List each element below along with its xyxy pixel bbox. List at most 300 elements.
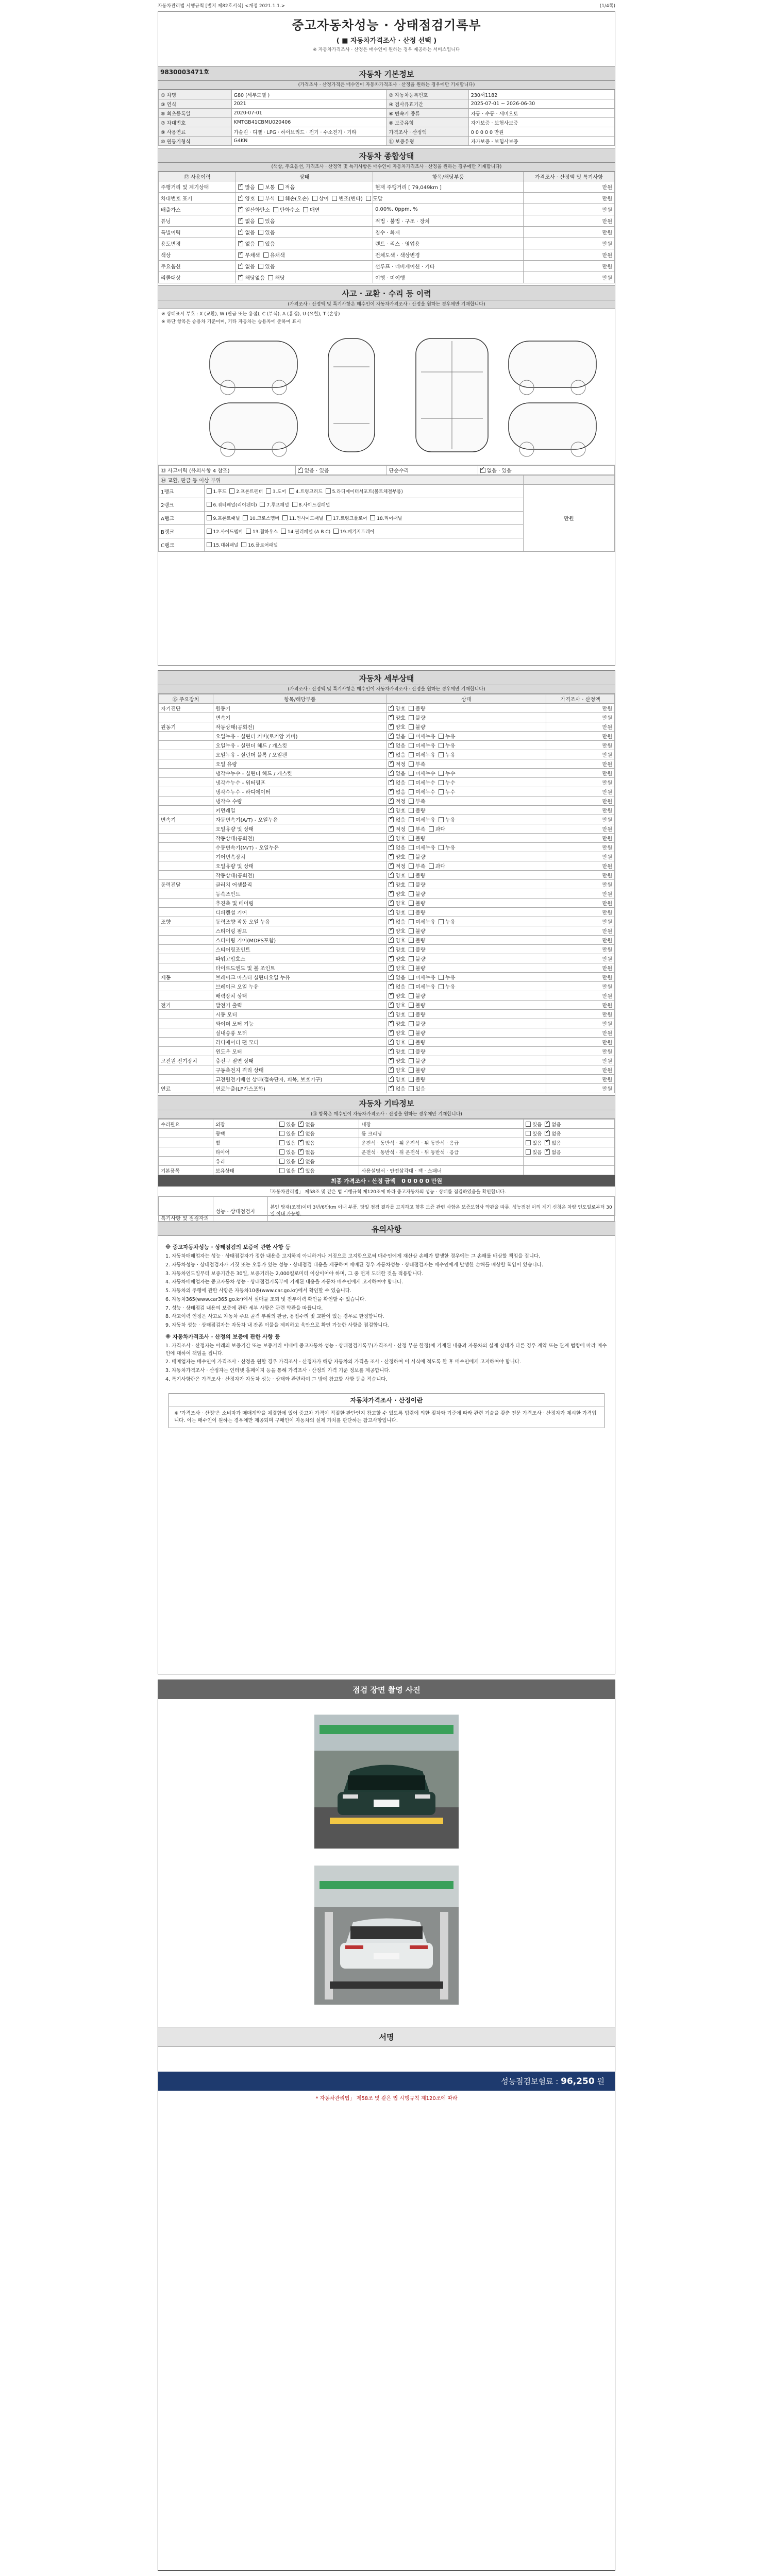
checkbox-label: 16.플로어패널 xyxy=(248,543,278,548)
detail-device xyxy=(159,769,213,778)
overall-status-options xyxy=(236,227,373,238)
basic-info-value: 0 0 0 0 0 만원 xyxy=(468,127,614,137)
checkbox-icon xyxy=(389,901,394,906)
form-header-line xyxy=(158,2,615,8)
detail-status-options xyxy=(386,750,546,759)
checkbox-label: 미세누유 xyxy=(415,734,435,740)
checkbox-label: 미세누유 xyxy=(415,753,435,758)
checkbox-label: 양호 xyxy=(395,725,406,731)
outer-panel-rank: A랭크 xyxy=(159,512,205,525)
checkbox-label: 있음 xyxy=(415,1087,426,1092)
other-info-row xyxy=(159,1120,615,1129)
detail-status-options xyxy=(386,759,546,769)
checkbox-icon xyxy=(409,928,414,934)
checkbox-label: 9.프론트패널 xyxy=(213,516,240,521)
checkbox-icon xyxy=(263,252,268,258)
special-notes-label: 특기사항 및 점검자의 xyxy=(159,1197,213,1246)
checkbox-icon xyxy=(389,771,394,776)
detail-status-options xyxy=(386,769,546,778)
checkbox-label: 양호 xyxy=(395,994,406,999)
checkbox-label: 양호 xyxy=(395,1012,406,1018)
checkbox-label: 양호 xyxy=(395,1049,406,1055)
overall-item-price: 만원 xyxy=(523,193,614,204)
note-item: 9. 자동차 성능 · 상태점검자는 자동차 내 잔존 이물을 제외하고 육안으로 확인 가능한 사항을 점검합니다. xyxy=(165,1323,389,1329)
detail-status-row xyxy=(159,732,615,741)
detail-device: 조향 xyxy=(159,917,213,926)
checkbox-icon xyxy=(409,752,414,757)
detail-device xyxy=(159,963,213,973)
checkbox-label: 없음 xyxy=(245,264,255,270)
detail-part: 자동변속기(A/T) - 오일누유 xyxy=(213,815,386,824)
detail-part: 냉각수 수량 xyxy=(213,796,386,806)
checkbox-icon xyxy=(409,826,414,832)
outer-panel-parts xyxy=(204,498,524,512)
checkbox-label: 적정 xyxy=(395,762,406,768)
checkbox-icon xyxy=(545,1149,550,1155)
detail-status-options xyxy=(386,908,546,917)
checkbox-label: 양호 xyxy=(395,966,406,972)
note-item: 5. 자동차의 주행에 관한 사항은 자동차10종(www.car.go.kr)에서 확인할 수 있습니다. xyxy=(165,1288,352,1294)
detail-device xyxy=(159,778,213,787)
detail-part: 커먼레일 xyxy=(213,806,386,815)
detail-price: 만원 xyxy=(546,787,615,796)
note-item: 6. 자동차365(www.car365.go.kr)에서 실매물 조회 및 전부이력 확인을 확인할 수 있습니다. xyxy=(165,1296,366,1302)
checkbox-label: 누유 xyxy=(445,985,456,990)
detail-price: 만원 xyxy=(546,973,615,982)
checkbox-label: 불량 xyxy=(415,947,426,953)
detail-device xyxy=(159,843,213,852)
other-info-cell xyxy=(159,1138,213,1147)
detail-price: 만원 xyxy=(546,908,615,917)
checkbox-label: 불량 xyxy=(415,938,426,944)
checkbox-label: 13.휠하우스 xyxy=(253,530,278,535)
detail-device: 원동기 xyxy=(159,722,213,732)
detail-head-item: 항목/해당부품 xyxy=(213,694,386,704)
other-status-options xyxy=(277,1120,359,1129)
checkbox-label: 누유 xyxy=(445,818,456,823)
checkbox-icon xyxy=(389,975,394,980)
detail-price: 만원 xyxy=(546,963,615,973)
checkbox-icon xyxy=(389,715,394,720)
price-survey-notice xyxy=(169,1393,604,1429)
notes-body xyxy=(158,1236,615,1389)
checkbox-icon xyxy=(279,1122,284,1127)
detail-part: 변속기 xyxy=(213,713,386,722)
checkbox-icon xyxy=(409,1077,414,1082)
detail-part: 오일 유량 xyxy=(213,759,386,769)
checkbox-label: 불량 xyxy=(415,910,426,916)
detail-status-options xyxy=(386,1084,546,1093)
checkbox-icon xyxy=(409,724,414,730)
detail-price: 만원 xyxy=(546,1001,615,1010)
inspection-photos-title: 점검 장면 촬영 사진 xyxy=(158,1680,615,1699)
detail-device xyxy=(159,871,213,880)
overall-status-row xyxy=(159,181,615,193)
detail-status-options xyxy=(386,741,546,750)
checkbox-label: 11.인사이드패널 xyxy=(289,516,324,521)
checkbox-label: 부족 xyxy=(415,799,426,805)
detail-part: 파워고압호스 xyxy=(213,954,386,963)
detail-status-row xyxy=(159,926,615,936)
checkbox-icon xyxy=(389,761,394,767)
checkbox-icon xyxy=(439,743,444,748)
detail-part: 구동축전지 격리 상태 xyxy=(213,1065,386,1075)
footer-note: * 자동차관리법」 제58조 및 같은 법 시행규칙 제120조에 따라 xyxy=(315,2096,458,2102)
final-price-label: 최종 가격조사 · 산정 금액 xyxy=(331,1178,396,1184)
basic-info-title: 자동차 기본정보 xyxy=(158,66,615,81)
outer-panel-parts xyxy=(204,485,524,498)
checkbox-label: 미세누유 xyxy=(415,920,435,925)
checkbox-label: 없음 xyxy=(395,975,406,981)
checkbox-label: 적음 xyxy=(284,185,295,191)
checkbox-icon xyxy=(282,515,288,520)
checkbox-label: 보통 xyxy=(265,185,275,191)
checkbox-icon xyxy=(389,706,394,711)
detail-price: 만원 xyxy=(546,722,615,732)
overall-status-options xyxy=(236,272,373,283)
overall-item-label: 차대번호 표기 xyxy=(159,193,236,204)
checkbox-label: 있음 xyxy=(532,1149,542,1156)
overall-status-row xyxy=(159,193,615,204)
outer-panel-head: ⑭ 교환, 판금 등 이상 부위 xyxy=(159,476,524,485)
checkbox-icon xyxy=(279,1168,284,1173)
checkbox-label: 없음 xyxy=(245,219,255,225)
checkbox-icon xyxy=(326,488,331,494)
other-info-cell: 룸 크리닝 xyxy=(359,1129,524,1138)
checkbox-icon xyxy=(409,993,414,998)
accident-status: ✓ 없음 · 있음 xyxy=(295,466,386,475)
checkbox-label: 누수 xyxy=(445,781,456,786)
detail-price: 만원 xyxy=(546,713,615,722)
checkbox-icon xyxy=(409,863,414,869)
checkbox-label: 도말 xyxy=(373,196,383,202)
checkbox-label: 미세누유 xyxy=(415,985,435,990)
checkbox-icon xyxy=(266,488,271,494)
detail-part: 기어변속장치 xyxy=(213,852,386,861)
other-info-cell xyxy=(523,1157,614,1166)
checkbox-label: 미세누수 xyxy=(415,771,435,777)
detail-device xyxy=(159,945,213,954)
checkbox-label: 매연 xyxy=(310,208,320,213)
detail-status-options xyxy=(386,787,546,796)
page-3 xyxy=(158,1221,615,1674)
checkbox-label: 불량 xyxy=(415,966,426,972)
inspection-photo-front xyxy=(314,1715,459,1850)
checkbox-icon xyxy=(238,184,243,190)
overall-item-detail: 선루프 · 네비게이션 · 기타 xyxy=(373,261,523,272)
insurance-price-unit: 원 xyxy=(597,2077,604,2086)
checkbox-label: 과다 xyxy=(435,864,446,870)
checkbox-label: 훼손(오손) xyxy=(284,196,309,202)
detail-status-row xyxy=(159,1084,615,1093)
checkbox-label: 불량 xyxy=(415,855,426,860)
checkbox-label: 없음 xyxy=(395,920,406,925)
accident-legend-2: ※ 하단 항목은 승용차 기준이며, 기타 자동차는 승용차에 준하여 표시 xyxy=(161,319,301,325)
checkbox-label: 불량 xyxy=(415,1077,426,1083)
checkbox-label: 불량 xyxy=(415,706,426,712)
checkbox-icon xyxy=(298,468,303,473)
checkbox-label: 있음 xyxy=(532,1131,542,1137)
overall-status-row xyxy=(159,215,615,227)
detail-part: 수동변속기(M/T) - 오일누유 xyxy=(213,843,386,852)
overall-status-options xyxy=(236,215,373,227)
detail-status-row xyxy=(159,713,615,722)
other-info-table xyxy=(158,1119,615,1175)
checkbox-icon xyxy=(238,252,243,258)
checkbox-label: 양호 xyxy=(395,957,406,962)
checkbox-label: 적정 xyxy=(395,827,406,833)
checkbox-icon xyxy=(429,863,434,869)
checkbox-label: 양호 xyxy=(245,196,255,202)
detail-part: 오일누유 - 실린더 헤드 / 개스킷 xyxy=(213,741,386,750)
detail-status-options xyxy=(386,843,546,852)
detail-part: 브레이크 오일 누유 xyxy=(213,982,386,991)
checkbox-label: 없음 xyxy=(395,743,406,749)
checkbox-label: 불량 xyxy=(415,1040,426,1046)
checkbox-icon xyxy=(409,1030,414,1036)
detail-status-row xyxy=(159,750,615,759)
overall-item-price: 만원 xyxy=(523,181,614,193)
checkbox-icon xyxy=(229,488,234,494)
checkbox-icon xyxy=(238,218,243,224)
checkbox-label: 불량 xyxy=(415,1012,426,1018)
basic-info-value: G80 (세부모델 ) xyxy=(231,90,386,99)
other-status-options xyxy=(277,1157,359,1166)
other-info-row xyxy=(159,1138,615,1147)
other-info-cell xyxy=(523,1166,614,1175)
other-status-options xyxy=(523,1138,614,1147)
checkbox-label: 양호 xyxy=(395,929,406,935)
checkbox-label: 탄화수소 xyxy=(280,208,300,213)
notice-body: ※ '가격조사 · 산정'은 소비자가 매매계약을 체결함에 있어 중고차 가격이 적절한 판단인지 참고할 수 있도록 법령에 의한 절차와 기준에 따라 관련 기술을 갖춘 전문 가격조사 · 산정자가 제시한 가격입니다. 이는 매수인이 원하는 경우에만 제공되며 구매인이 자동차의 실제 가치를 판단하는 참고사항입니다. xyxy=(174,1410,597,1423)
checkbox-icon xyxy=(409,706,414,711)
checkbox-label: 과다 xyxy=(435,827,446,833)
basic-info-label: ④ 검사유효기간 xyxy=(386,99,468,109)
outer-panel-price-head xyxy=(524,476,615,485)
checkbox-label: 불량 xyxy=(415,808,426,814)
checkbox-icon xyxy=(366,196,371,201)
detail-status-row xyxy=(159,722,615,732)
detail-part: 고전원전기배선 상태(접속단자, 피복, 보호기구) xyxy=(213,1075,386,1084)
checkbox-label: 8.사이드실패널 xyxy=(298,503,330,508)
detail-status-options xyxy=(386,815,546,824)
checkbox-label: 있음 xyxy=(265,219,275,225)
checkbox-icon xyxy=(389,965,394,971)
detail-price: 만원 xyxy=(546,917,615,926)
checkbox-icon xyxy=(389,845,394,850)
notes-heading-1: ※ 중고자동차성능 · 상태점검의 보증에 관한 사항 등 xyxy=(165,1244,291,1250)
checkbox-icon xyxy=(389,1003,394,1008)
basic-info-label: ⑧ 보증유형 xyxy=(386,118,468,127)
detail-status-row xyxy=(159,880,615,889)
detail-price: 만원 xyxy=(546,1056,615,1065)
detail-price: 만원 xyxy=(546,871,615,880)
detail-price: 만원 xyxy=(546,1047,615,1056)
detail-device xyxy=(159,1019,213,1028)
outer-panel-rank: C랭크 xyxy=(159,538,205,552)
detail-status-title: 자동차 세부상태 xyxy=(158,670,615,685)
detail-status-options xyxy=(386,991,546,1001)
checkbox-label: 있음 xyxy=(286,1122,296,1128)
detail-device xyxy=(159,750,213,759)
basic-info-label: ① 차명 xyxy=(159,90,232,99)
checkbox-icon xyxy=(207,529,212,534)
document-note: ※ 자동차가격조사 · 산정은 매수인이 원하는 경우 제공하는 서비스입니다 xyxy=(313,47,460,53)
overall-head-status: 상태 xyxy=(236,172,373,181)
checkbox-icon xyxy=(389,789,394,794)
detail-price: 만원 xyxy=(546,861,615,871)
accident-label: ⑬ 사고이력 (유의사항 4 참조) xyxy=(159,466,296,475)
other-info-cell: 운전석 · 동반석 · 뒤 운전석 · 뒤 동반석 · 응급 xyxy=(359,1147,524,1157)
overall-status-row xyxy=(159,204,615,215)
checkbox-icon xyxy=(298,1149,304,1155)
checkbox-icon xyxy=(279,1149,284,1155)
checkbox-label: 없음 xyxy=(245,230,255,236)
basic-info-value: KMTGB41CBMU020406 xyxy=(231,118,386,127)
basic-info-row xyxy=(159,127,615,137)
checkbox-icon xyxy=(439,780,444,785)
checkbox-icon xyxy=(409,1049,414,1054)
checkbox-icon xyxy=(409,984,414,989)
overall-item-detail: 0.00%, 0ppm, % xyxy=(373,204,523,215)
checkbox-label: 누유 xyxy=(445,920,456,925)
checkbox-icon xyxy=(526,1140,531,1145)
checkbox-label: 있음 xyxy=(305,1168,315,1174)
detail-status-row xyxy=(159,861,615,871)
detail-part: 오일누유 - 실린더 커버(로커암 커버) xyxy=(213,732,386,741)
other-info-cell xyxy=(159,1147,213,1157)
checkbox-label: 적정 xyxy=(395,864,406,870)
checkbox-icon xyxy=(409,910,414,915)
checkbox-label: 양호 xyxy=(395,892,406,897)
checkbox-label: 17.트렁크플로어 xyxy=(333,516,367,521)
detail-part: 윈도우 모터 xyxy=(213,1047,386,1056)
checkbox-icon xyxy=(389,938,394,943)
accident-summary-table xyxy=(158,465,615,475)
checkbox-label: 10.크로스멤버 xyxy=(249,516,280,521)
detail-part: 동력조향 작동 오일 누유 xyxy=(213,917,386,926)
basic-info-value: 230서1182 xyxy=(468,90,614,99)
detail-price: 만원 xyxy=(546,815,615,824)
overall-status-row xyxy=(159,272,615,283)
detail-price: 만원 xyxy=(546,1019,615,1028)
detail-status-row xyxy=(159,769,615,778)
checkbox-icon xyxy=(332,196,337,201)
detail-status-row xyxy=(159,973,615,982)
detail-device: 제동 xyxy=(159,973,213,982)
checkbox-icon xyxy=(258,241,263,246)
detail-status-options xyxy=(386,1028,546,1038)
other-status-options xyxy=(277,1147,359,1157)
checkbox-icon xyxy=(207,542,212,547)
document-title: 중고자동차성능 · 상태점검기록부 xyxy=(292,18,481,32)
outer-panel-price: 만원 xyxy=(524,485,615,552)
checkbox-label: 있음 xyxy=(286,1131,296,1137)
detail-part: 디퍼렌셜 기어 xyxy=(213,908,386,917)
detail-device xyxy=(159,1075,213,1084)
detail-part: 시동 모터 xyxy=(213,1010,386,1019)
checkbox-icon xyxy=(241,542,246,547)
checkbox-label: 미세누유 xyxy=(415,975,435,981)
detail-price: 만원 xyxy=(546,778,615,787)
detail-status-options xyxy=(386,1010,546,1019)
checkbox-label: 부족 xyxy=(415,762,426,768)
overall-head-price: 가격조사 · 산정액 및 특기사항 xyxy=(523,172,614,181)
basic-info-value: 자가보증 · 보험사보증 xyxy=(468,118,614,127)
detail-status-row xyxy=(159,843,615,852)
checkbox-icon xyxy=(439,771,444,776)
checkbox-icon xyxy=(370,515,375,520)
checkbox-label: 2.프론트펜더 xyxy=(236,489,263,495)
checkbox-icon xyxy=(389,808,394,813)
checkbox-icon xyxy=(246,529,251,534)
checkbox-icon xyxy=(409,965,414,971)
checkbox-label: 누수 xyxy=(445,790,456,795)
basic-info-label: ⑦ 차대번호 xyxy=(159,118,232,127)
checkbox-label: 일산화탄소 xyxy=(245,208,270,213)
detail-device xyxy=(159,732,213,741)
checkbox-icon xyxy=(238,207,243,212)
checkbox-icon xyxy=(260,502,265,507)
checkbox-label: 없음 xyxy=(305,1149,315,1156)
detail-status-row xyxy=(159,852,615,861)
checkbox-icon xyxy=(243,515,248,520)
detail-status-row xyxy=(159,796,615,806)
overall-status-row xyxy=(159,227,615,238)
checkbox-icon xyxy=(409,975,414,980)
detail-price: 만원 xyxy=(546,936,615,945)
detail-price: 만원 xyxy=(546,926,615,936)
detail-price: 만원 xyxy=(546,852,615,861)
checkbox-label: 14.필러패널 (A B C) xyxy=(287,530,331,535)
page-1 xyxy=(158,11,615,666)
checkbox-icon xyxy=(268,275,273,280)
checkbox-icon xyxy=(238,196,243,201)
checkbox-icon xyxy=(389,1021,394,1026)
detail-status-row xyxy=(159,991,615,1001)
detail-status-options xyxy=(386,982,546,991)
inspector-label: 성능 · 상태점검자 xyxy=(213,1197,268,1226)
checkbox-label: 3.도어 xyxy=(273,489,286,495)
detail-price: 만원 xyxy=(546,880,615,889)
detail-status-row xyxy=(159,815,615,824)
checkbox-label: 불량 xyxy=(415,716,426,721)
checkbox-icon xyxy=(389,854,394,859)
checkbox-icon xyxy=(545,1131,550,1136)
overall-item-detail: 이행 · 미이행 xyxy=(373,272,523,283)
detail-status-options xyxy=(386,954,546,963)
detail-status-subtitle: (가격조사 · 산정액 및 특기사항은 매수인이 자동차가격조사 · 산정을 원하는 경우에만 기재합니다) xyxy=(158,685,615,694)
other-info-cell xyxy=(159,1157,213,1166)
detail-part: 오일누유 - 실린더 블록 / 오일팬 xyxy=(213,750,386,759)
checkbox-icon xyxy=(409,1040,414,1045)
basic-info-label: ⑨ 사용연료 xyxy=(159,127,232,137)
checkbox-label: 양호 xyxy=(395,873,406,879)
checkbox-icon xyxy=(312,196,317,201)
checkbox-label: 있음 xyxy=(265,242,275,247)
overall-item-price: 만원 xyxy=(523,261,614,272)
checkbox-icon xyxy=(238,241,243,246)
overall-item-detail: 전체도색 · 색상변경 xyxy=(373,249,523,261)
overall-item-detail: 적법 · 불법 · 구조 · 장치 xyxy=(373,215,523,227)
checkbox-icon xyxy=(389,780,394,785)
detail-price: 만원 xyxy=(546,889,615,899)
notice-title: 자동차가격조사 · 산정이란 xyxy=(169,1394,604,1407)
checkbox-label: 불량 xyxy=(415,1031,426,1037)
overall-status-options xyxy=(236,261,373,272)
note-item: 3. 자동차가격조사 · 산정자는 인터넷 홈페이지 등을 통해 가격조사 · 산정의 가격 기준 정보를 제공합니다. xyxy=(165,1368,391,1374)
detail-device xyxy=(159,713,213,722)
